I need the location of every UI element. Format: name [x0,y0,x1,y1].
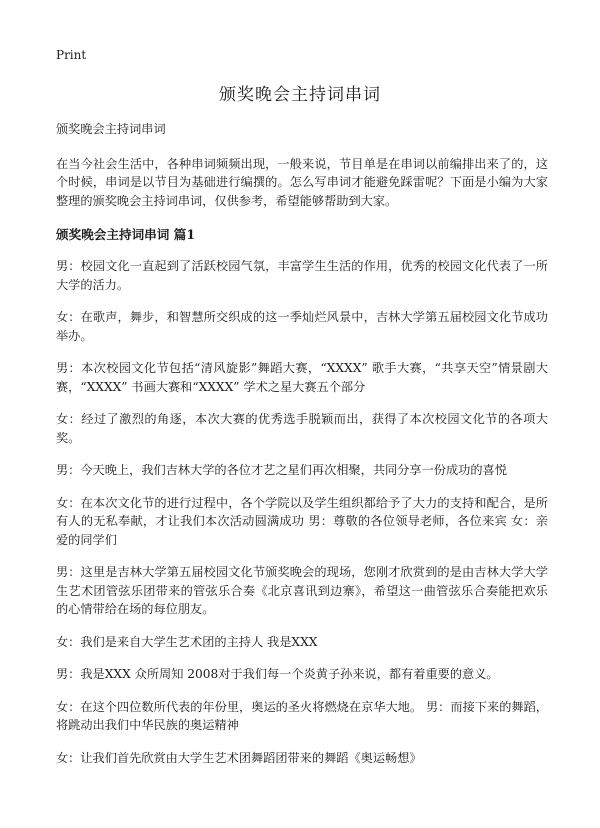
dialogue-paragraph: 男：今天晚上，我们吉林大学的各位才艺之星们再次相聚，共同分享一份成功的喜悦 [56,463,507,477]
dialogue-paragraph: 女：经过了激烈的角逐，本次大赛的优秀选手脱颖而出，获得了本次校园文化节的各项大奖。 [56,412,548,445]
dialogue-paragraph: 女：在这个四位数所代表的年份里，奥运的圣火将燃烧在京华大地。 男：而接下来的舞蹈，将跳动出我们中华民族的奥运精神 [56,699,548,732]
dialogue-paragraph: 男：这里是吉林大学第五届校园文化节颁奖晚会的现场，您刚才欣赏到的是由吉林大学大学生艺术团管弦乐团带来的管弦乐合奏《北京喜讯到边寨》，希望这一曲管弦乐合奏能把欢乐的心情带给在场的每位朋友。 [56,565,548,616]
dialogue-paragraph: 男：我是XXX 众所周知 2008对于我们每一个炎黄子孙来说，都有着重要的意义。 [56,667,499,681]
section-heading: 颁奖晚会主持词串词 篇1 [56,227,196,242]
dialogue-paragraph: 女：在歌声，舞步，和智慧所交织成的这一季灿烂风景中，吉林大学第五届校园文化节成功举办。 [56,310,548,343]
intro-paragraph: 在当今社会生活中，各种串词频频出现，一般来说，节目单是在串词以前编排出来了的，这个时候，串词是以节目为基础进行编撰的。怎么写串词才能避免踩雷呢？下面是小编为大家整理的颁奖晚会主持词串词，仅供参考，希望能够帮助到大家。 [56,156,548,208]
dialogue-paragraph: 女：在本次文化节的进行过程中，各个学院以及学生组织都给予了大力的支持和配合，是所有人的无私奉献，才让我们本次活动圆满成功 男：尊敬的各位领导老师，各位来宾 女：亲爱的同学们 [56,495,548,547]
print-link[interactable]: Print [56,48,87,62]
dialogue-paragraph: 男：校园文化一直起到了活跃校园气氛，丰富学生生活的作用，优秀的校园文化代表了一所大学的活力。 [56,259,548,292]
document-subtitle: 颁奖晚会主持词串词 [56,122,166,136]
document-body [56,120,548,781]
page-title: 颁奖晚会主持词串词 [219,85,381,105]
dialogue-paragraph: 女：我们是来自大学生艺术团的主持人 我是XXX [56,634,318,649]
dialogue-paragraph: 女：让我们首先欣赏由大学生艺术团舞蹈团带来的舞蹈《奥运畅想》 [56,750,422,765]
dialogue-paragraph: 男：本次校园文化节包括“清风旋影”舞蹈大赛，“XXXX” 歌手大赛，“共享天空”情景剧大赛，“XXXX” 书画大赛和“XXXX” 学术之星大赛五个部分 [56,361,548,394]
